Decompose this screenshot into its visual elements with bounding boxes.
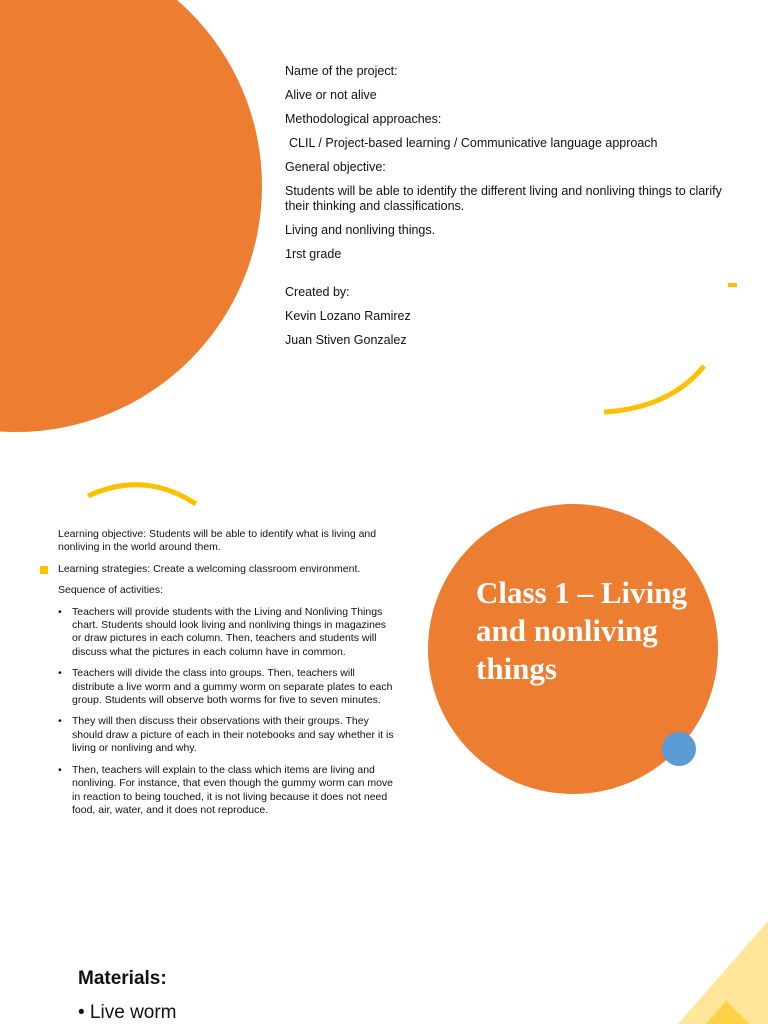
- yellow-arc-decoration: [600, 360, 710, 420]
- grade-value: 1rst grade: [285, 247, 342, 261]
- created-by-label: Created by:: [285, 285, 350, 299]
- class-title: Class 1 – Living and nonliving things: [476, 575, 688, 686]
- yellow-arc-decoration: [84, 476, 204, 510]
- list-item: [58, 715, 398, 755]
- slide-materials: [0, 900, 768, 1024]
- project-name-value: Alive or not alive: [285, 88, 377, 102]
- approaches-value: CLIL / Project-based learning / Communicative language approach: [289, 136, 658, 150]
- bullet-icon: •: [58, 667, 62, 680]
- yellow-triangle-decoration: [678, 909, 768, 1024]
- orange-circle-decoration: [0, 0, 262, 432]
- activity-text: Then, teachers will explain to the class which items are living and nonliving. For instance, that even though the gummy worm can move in reaction to being touched, it is not living because it does not need food, air, water, and it does not reproduce.: [72, 763, 393, 816]
- objective-value: Students will be able to identify the different living and nonliving things to clarify their thinking and classifications.: [285, 184, 722, 213]
- slide-project-info: [0, 0, 768, 432]
- activity-text: They will then discuss their observations with their groups. They should draw a picture of each in their notebooks and say whether it is living or nonliving and why.: [72, 715, 394, 755]
- blue-dot-decoration: [662, 732, 696, 766]
- list-item: [58, 667, 398, 707]
- activity-text: Teachers will provide students with the Living and Nonliving Things chart. Students should look living and nonliving things in magazines or draw pictures in each column. Then, teachers and students will discuss what the pictures in each column have in common.: [72, 605, 387, 658]
- list-item: [58, 606, 398, 660]
- objective-label: General objective:: [285, 160, 386, 174]
- list-item: [58, 764, 398, 818]
- author-2: Juan Stiven Gonzalez: [285, 333, 407, 347]
- project-info-text: [285, 64, 725, 357]
- materials-item: • Live worm: [78, 1002, 177, 1023]
- author-1: Kevin Lozano Ramirez: [285, 309, 411, 323]
- sequence-heading: Sequence of activities:: [58, 584, 164, 597]
- learning-objective: Learning objective: Students will be able to identify what is living and nonliving in the world around them.: [58, 528, 377, 554]
- activities-list: [58, 606, 398, 818]
- bullet-icon: •: [58, 715, 62, 728]
- lesson-plan-text: [58, 528, 398, 825]
- yellow-square-decoration: [40, 566, 50, 576]
- project-name-label: Name of the project:: [285, 64, 398, 78]
- yellow-dash-decoration: [728, 283, 738, 289]
- approaches-label: Methodological approaches:: [285, 112, 442, 126]
- activity-text: Teachers will divide the class into groups. Then, teachers will distribute a live worm and a gummy worm on separate plates to each group. Students will observe both worms for five to seven minutes.: [72, 667, 393, 707]
- slide-class-1: [0, 456, 768, 886]
- bullet-icon: •: [58, 605, 62, 618]
- topic-value: Living and nonliving things.: [285, 223, 436, 237]
- learning-strategies: Learning strategies: Create a welcoming classroom environment.: [58, 562, 361, 575]
- materials-title: Materials:: [78, 968, 167, 989]
- bullet-icon: •: [58, 763, 62, 776]
